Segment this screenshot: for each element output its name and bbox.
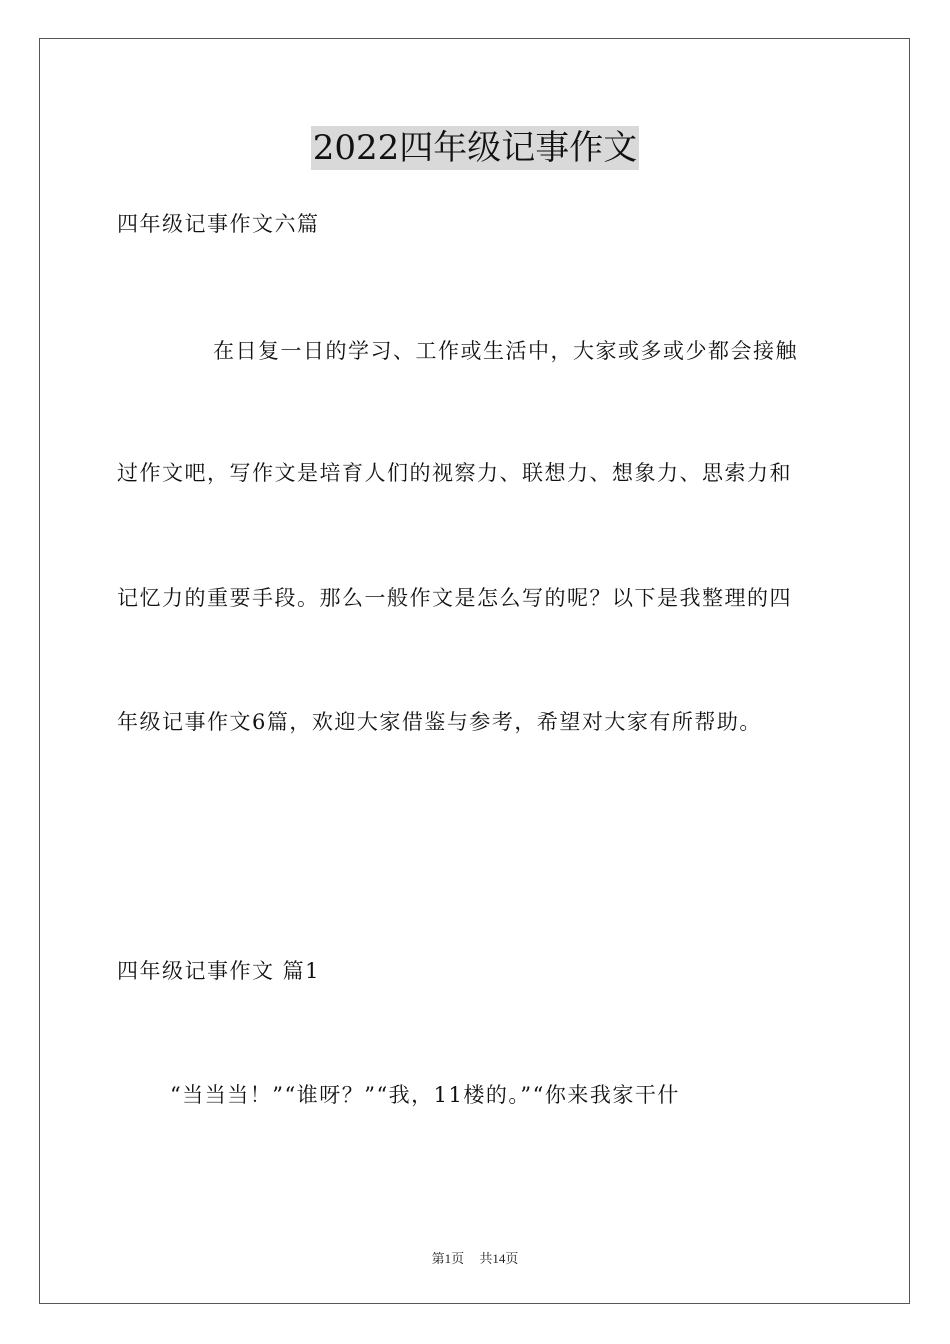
page-number: 第1页 [431,1251,465,1266]
page-total: 共14页 [479,1251,519,1266]
document-title: 2022四年级记事作文 [312,128,638,168]
intro-line-2: 过作文吧，写作文是培育人们的视察力、联想力、想象力、思索力和 [117,461,792,485]
document-subtitle: 四年级记事作文六篇 [117,212,320,236]
section-first-line: “当当当！”“谁呀？”“我，11楼的。”“你来我家干什 [170,1083,680,1107]
page-footer [0,1248,950,1267]
section-heading: 四年级记事作文 篇1 [117,959,321,983]
intro-line-3: 记忆力的重要手段。那么一般作文是怎么写的呢？以下是我整理的四 [117,586,792,610]
document-title-wrap [0,126,950,170]
intro-line-4: 年级记事作文6篇，欢迎大家借鉴与参考，希望对大家有所帮助。 [117,710,762,734]
intro-line-1: 在日复一日的学习、工作或生活中，大家或多或少都会接触 [213,339,798,363]
